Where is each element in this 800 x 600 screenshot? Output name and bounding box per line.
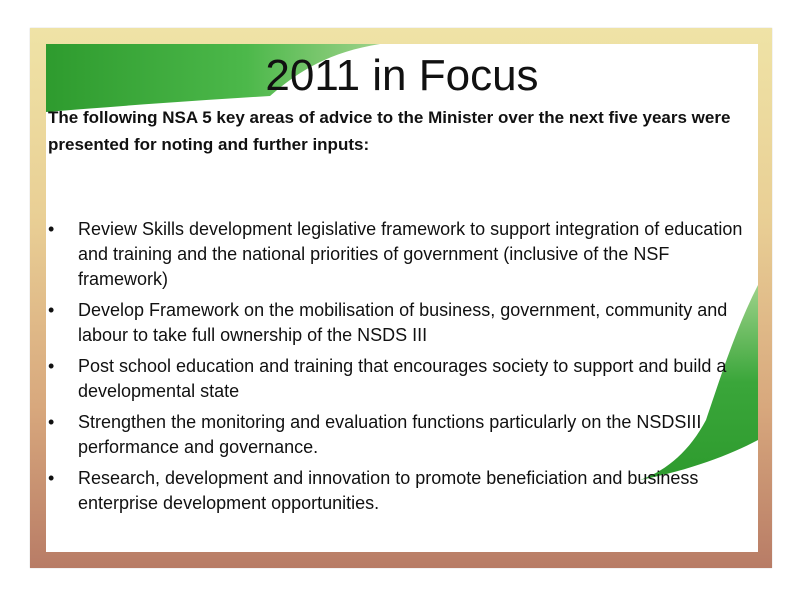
bullet-text: Post school education and training that encourages society to support and build a developmental state	[78, 356, 727, 401]
bullet-item	[48, 298, 748, 348]
bullet-icon: •	[48, 412, 55, 432]
bullet-list	[48, 217, 748, 522]
bullet-icon: •	[48, 219, 55, 239]
bullet-item	[48, 217, 748, 292]
bullet-item	[48, 410, 748, 460]
bullet-icon: •	[48, 300, 55, 320]
bullet-text: Develop Framework on the mobilisation of business, government, community and labour to take full ownership of the NSDS III	[78, 300, 728, 345]
bullet-text: Research, development and innovation to promote beneficiation and business enterprise development opportunities.	[78, 468, 699, 513]
intro-text	[48, 106, 758, 156]
bullet-text: Review Skills development legislative framework to support integration of education and training and the national priorities of government (inclusive of the NSF framework)	[78, 219, 743, 289]
bullet-icon: •	[48, 356, 55, 376]
intro-line-1: The following NSA 5 key areas of advice to the Minister over the next five years were	[48, 108, 731, 127]
intro-line-2: presented for noting and further inputs:	[48, 135, 370, 154]
slide-title: 2011 in Focus	[265, 51, 539, 100]
bullet-item	[48, 466, 748, 516]
bullet-icon: •	[48, 468, 55, 488]
bullet-text: Strengthen the monitoring and evaluation functions particularly on the NSDSIII performance and governance.	[78, 412, 702, 457]
bullet-item	[48, 354, 748, 404]
